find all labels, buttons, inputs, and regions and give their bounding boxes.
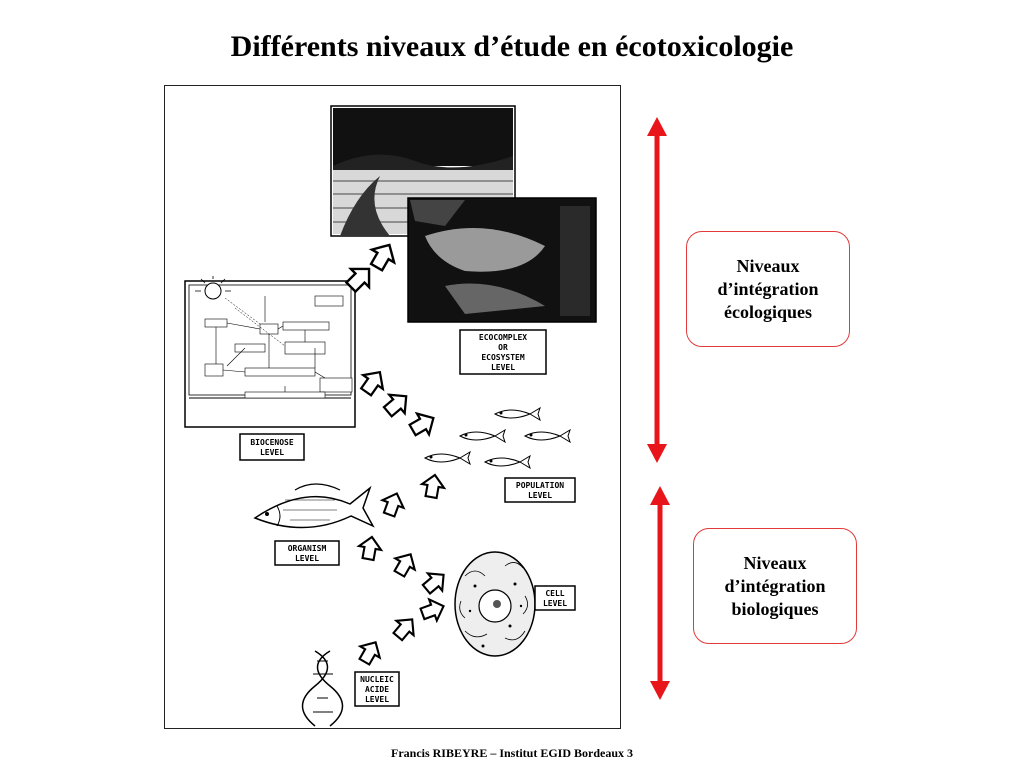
ecological-levels-label: Niveaux d’intégration écologiques <box>717 255 819 322</box>
ecocomplex-line-4: LEVEL <box>490 363 516 372</box>
nucleic-line-2: ACIDE <box>364 685 390 694</box>
slide-footer: Francis RIBEYRE – Institut EGID Bordeaux 3 <box>390 746 634 760</box>
biological-levels-label: Niveaux d’intégration biologiques <box>724 552 826 619</box>
ecocomplex-line-3: ECOSYSTEM <box>481 353 525 362</box>
nucleic-line-1: NUCLEIC <box>360 675 394 684</box>
slide-title: Différents niveaux d’étude en écotoxicologie <box>230 30 794 63</box>
biological-levels-box <box>693 528 857 644</box>
nucleic-line-3: LEVEL <box>364 695 390 704</box>
biocenose-line-1: BIOCENOSE <box>250 438 294 447</box>
ecological-range-arrow <box>647 117 667 463</box>
ecocomplex-line-2: OR <box>498 343 508 352</box>
ecological-levels-box <box>686 231 850 347</box>
population-line-1: POPULATION <box>515 481 565 490</box>
biological-range-arrow <box>650 486 670 700</box>
population-line-2: LEVEL <box>527 491 553 500</box>
ecocomplex-line-1: ECOCOMPLEX <box>478 333 528 342</box>
biocenose-line-2: LEVEL <box>259 448 285 457</box>
cell-line-2: LEVEL <box>542 599 568 608</box>
cell-line-1: CELL <box>545 589 565 598</box>
organism-line-2: LEVEL <box>294 554 320 563</box>
organism-line-1: ORGANISM <box>287 544 327 553</box>
